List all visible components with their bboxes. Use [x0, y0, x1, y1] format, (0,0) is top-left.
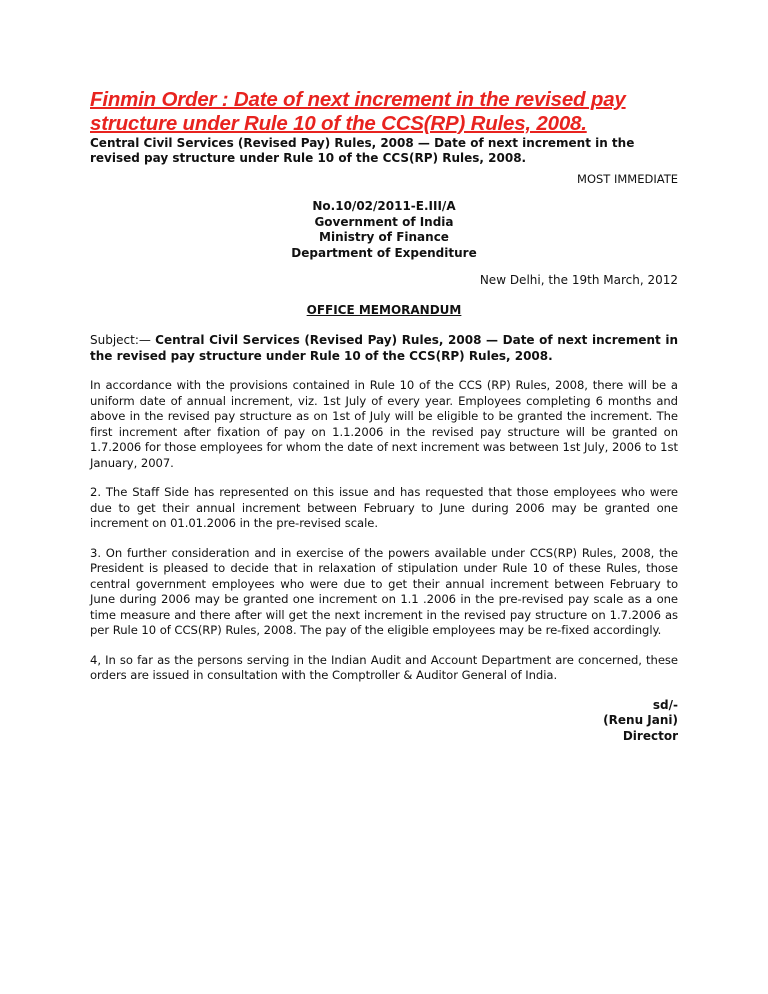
page-title — [90, 88, 678, 136]
signature-block — [90, 698, 678, 745]
subject-text: Central Civil Services (Revised Pay) Rules, 2008 — Date of next increment in the revised pay structure under Rule 10 of the CCS(RP) Rules, 2008. — [90, 333, 679, 363]
subject-label: Subject:— — [90, 333, 156, 347]
priority-label: MOST IMMEDIATE — [577, 172, 678, 186]
title-line-1: Finmin Order : Date of next increment in the revised pay — [90, 88, 626, 111]
document-page — [90, 88, 678, 744]
paragraph-1: In accordance with the provisions contained in Rule 10 of the CCS (RP) Rules, 2008, there will be a uniform date of annual increment, viz. 1st July of every year. Employees completing 6 months and above in the revised pay structure as on 1st of July will be eligible to be granted the increment. The first increment after fixation of pay on 1.1.2006 in the revised pay structure will be granted on 1.7.2006 for those employees for whom the date of next increment was between 1st July, 2006 to 1st January, 2007. — [90, 378, 678, 470]
memo-title: OFFICE MEMORANDUM — [306, 303, 462, 317]
file-number: No.10/02/2011-E.III/A — [312, 199, 456, 213]
intro-summary: Central Civil Services (Revised Pay) Rules, 2008 — Date of next increment in the revised pay structure under Rule 10 of the CCS(RP) Rules, 2008. — [90, 136, 635, 165]
memo-date: New Delhi, the 19th March, 2012 — [479, 273, 678, 287]
paragraph-4: 4, In so far as the persons serving in the Indian Audit and Account Department are concerned, these orders are issued in consultation with the Comptroller & Auditor General of India. — [90, 652, 678, 682]
subject-line — [90, 333, 678, 364]
signatory-designation: Director — [622, 728, 678, 743]
department-line: Department of Expenditure — [291, 245, 477, 260]
paragraph-3: 3. On further consideration and in exercise of the powers available under CCS(RP) Rules, 2008, the President is pleased to decide that in relaxation of stipulation under Rule 10 of these Rules, those central government employees who were due to get their annual increment between February to June during 2006 may be granted one increment on 1.1 .2006 in the pre-revised pay scale as a one time measure and there after will get the next increment in the revised pay structure on 1.7.2006 as per Rule 10 of CCS(RP) Rules, 2008. The pay of the eligible employees may be re-fixed accordingly. — [90, 545, 678, 637]
title-line-2: structure under Rule 10 of the CCS(RP) Rules, 2008. — [90, 112, 587, 135]
memo-header — [90, 199, 678, 261]
ministry-line: Ministry of Finance — [319, 230, 449, 244]
government-line: Government of India — [314, 214, 454, 229]
signature-sd: sd/- — [652, 697, 678, 712]
paragraph-2: 2. The Staff Side has represented on this issue and has requested that those employees who were due to get their annual increment between February to June during 2006 may be granted one increment on 01.01.2006 in the pre-revised scale. — [90, 485, 678, 530]
signatory-name: (Renu Jani) — [603, 713, 678, 727]
